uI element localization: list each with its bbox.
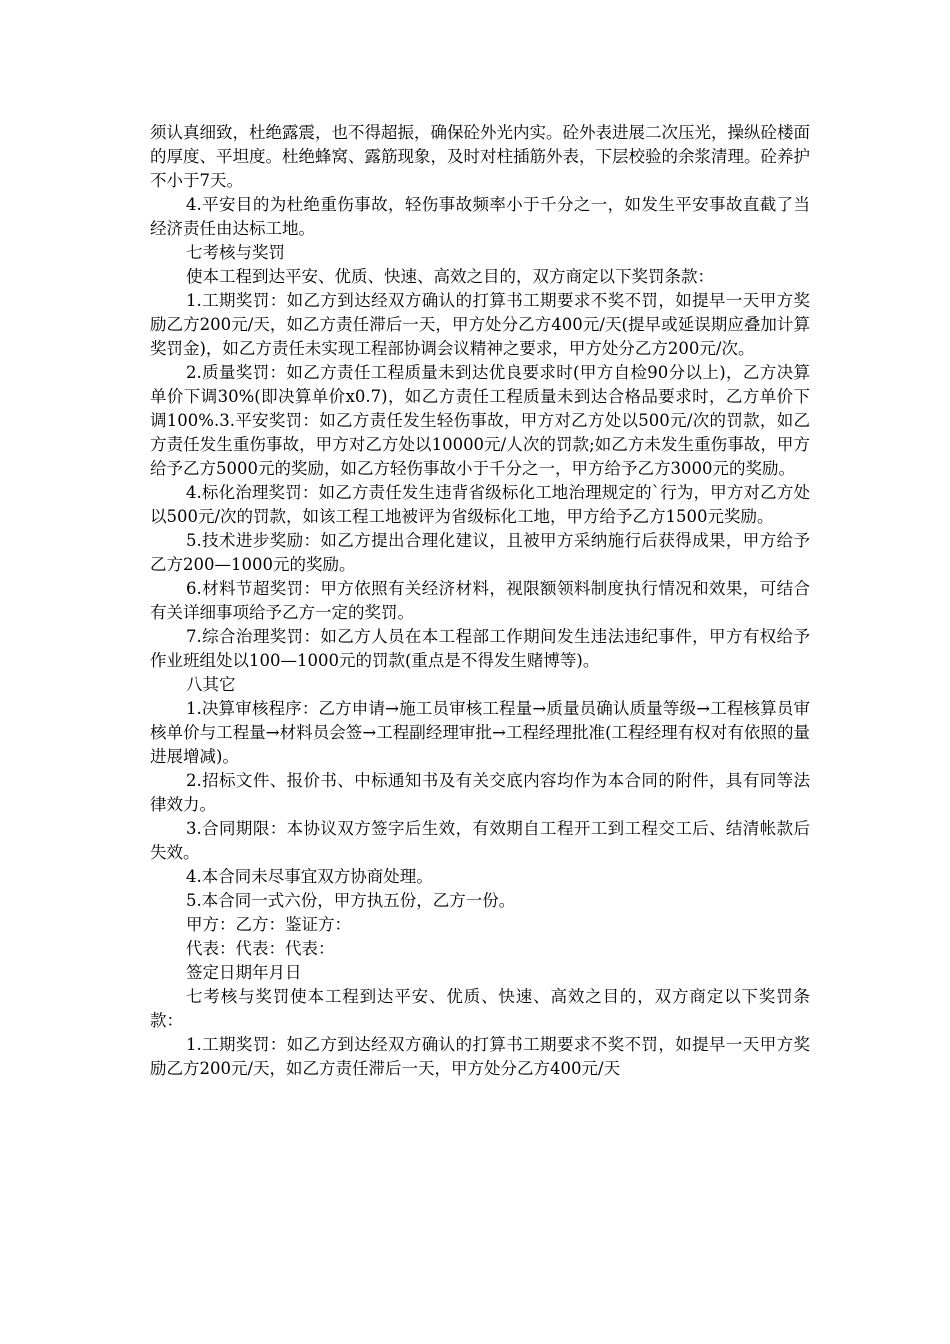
- paragraph-attachments: 2.招标文件、报价书、中标通知书及有关交底内容均作为本合同的附件，具有同等法律效力。: [150, 771, 810, 814]
- signature-date: 签定日期年月日: [186, 963, 302, 982]
- paragraph-assessment-repeat: 七考核与奖罚使本工程到达平安、优质、快速、高效之目的，双方商定以下奖罚条款：: [150, 987, 810, 1030]
- paragraph-comprehensive-management: 7.综合治理奖罚：如乙方人员在本工程部工作期间发生违法违纪事件，甲方有权给予作业班组处以100—1000元的罚款(重点是不得发生赌博等)。: [150, 627, 810, 670]
- paragraph-copies: 5.本合同一式六份，甲方执五份，乙方一份。: [186, 891, 516, 910]
- paragraph-unresolved-matters: 4.本合同未尽事宜双方协商处理。: [186, 867, 433, 886]
- paragraph-concrete-requirements: 须认真细致，杜绝露震，也不得超振，确保砼外光内实。砼外表进展二次压光，操纵砼楼面的厚度、平坦度。杜绝蜂窝、露筋现象，及时对柱插筋外表，下层校验的余浆清理。砼养护不小于7天。: [150, 123, 810, 190]
- signature-representatives: 代表：代表：代表：: [186, 939, 335, 958]
- paragraph-schedule-rewards: 1.工期奖罚：如乙方到达经双方确认的打算书工期要求不奖不罚，如提早一天甲方奖励乙方200元/天，如乙方责任滞后一天，甲方处分乙方400元/天(提早或延误期应叠加计算奖罚金)，如乙方责任未实现工程部协调会议精神之要求，甲方处分乙方200元/次。: [150, 291, 810, 358]
- section-heading-other: 八其它: [186, 675, 236, 694]
- paragraph-quality-rewards: 2.质量奖罚：如乙方责任工程质量未到达优良要求时(甲方自检90分以上)，乙方决算单价下调30%(即决算单价x0.7)，如乙方责任工程质量未到达合格品要求时，乙方单价下调100%.3.平安奖罚：如乙方责任发生轻伤事故，甲方对乙方处以500元/次的罚款，如乙方责任发生重伤事故，甲方对乙方处以10000元/人次的罚款;如乙方未发生重伤事故，甲方给予乙方5000元的奖励，如乙方轻伤事故小于千分之一，甲方给予乙方3000元的奖励。: [150, 363, 810, 478]
- signature-parties: 甲方：乙方：鉴证方：: [186, 915, 351, 934]
- paragraph-technical-progress: 5.技术进步奖励：如乙方提出合理化建议，且被甲方采纳施行后获得成果，甲方给予乙方200—1000元的奖励。: [150, 531, 810, 574]
- paragraph-assessment-intro: 使本工程到达平安、优质、快速、高效之目的，双方商定以下奖罚条款：: [186, 267, 714, 286]
- paragraph-settlement-procedure: 1.决算审核程序：乙方申请→施工员审核工程量→质量员确认质量等级→工程核算员审核单价与工程量→材料员会签→工程副经理审批→工程经理批准(工程经理有权对有依照的量进展增减)。: [150, 699, 810, 766]
- paragraph-safety-target: 4.平安目的为杜绝重伤事故，轻伤事故频率小于千分之一，如发生平安事故直截了当经济责任由达标工地。: [150, 195, 810, 238]
- paragraph-material-savings: 6.材料节超奖罚：甲方依照有关经济材料，视限额领料制度执行情况和效果，可结合有关详细事项给予乙方一定的奖罚。: [150, 579, 810, 622]
- paragraph-contract-term: 3.合同期限：本协议双方签字后生效，有效期自工程开工到工程交工后、结清帐款后失效。: [150, 819, 810, 862]
- paragraph-standardization-rewards: 4.标化治理奖罚：如乙方责任发生违背省级标化工地治理规定的`行为，甲方对乙方处以500元/次的罚款，如该工程工地被评为省级标化工地，甲方给予乙方1500元奖励。: [150, 483, 810, 526]
- section-heading-assessment: 七考核与奖罚: [186, 243, 285, 262]
- paragraph-schedule-rewards-repeat: 1.工期奖罚：如乙方到达经双方确认的打算书工期要求不奖不罚，如提早一天甲方奖励乙方200元/天，如乙方责任滞后一天，甲方处分乙方400元/天: [150, 1035, 810, 1078]
- document-page: [150, 121, 810, 1081]
